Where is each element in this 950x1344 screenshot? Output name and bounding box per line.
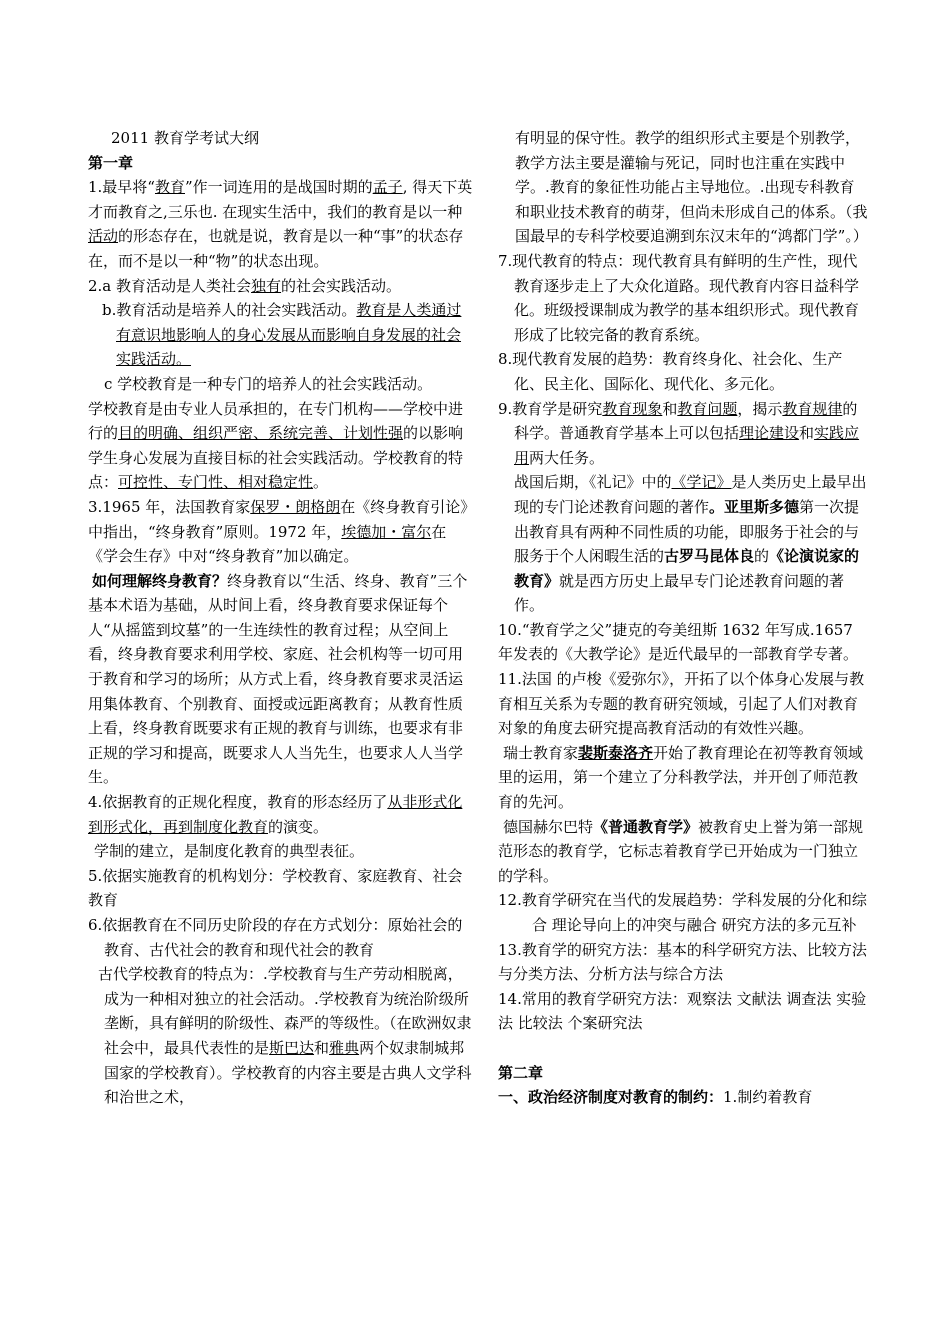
chapter-2-heading: 第二章	[498, 1063, 544, 1082]
paragraph-8: 8.现代教育发展的趋势：教育终身化、社会化、生产化、民主化、国际化、现代化、多元化。	[498, 350, 843, 393]
left-column	[88, 0, 473, 1110]
chapter-1-heading: 第一章	[88, 153, 134, 172]
paragraph-2a: 2.a 教育活动是人类社会独有的社会实践活动。	[88, 276, 402, 295]
paragraph-10: 10.“教育学之父”捷克的夸美纽斯 1632 年写成.1657 年发表的《大教学论》是近代最早的一部教育学专著。	[498, 620, 859, 664]
paragraph-12: 12.教育学研究在当代的发展趋势：学科发展的分化和综合 理论导向上的冲突与融合 研究方法的多元互补	[498, 891, 867, 934]
paragraph-4b: 学制的建立，是制度化教育的典型表征。	[94, 842, 365, 861]
paragraph-1: 1.最早将“教育”作一词连用的是战国时期的孟子, 得天下英才而教育之,三乐也. 在现实生活中，我们的教育是以一种活动的形态存在，也就是说，教育是以一种“事”的状态存在，而不是以一种“物”的状态出现。	[88, 178, 473, 270]
paragraph-11: 11.法国 的卢梭《爱弥尔》，开拓了以个体身心发展与教育相互关系为专题的教育研究领域，引起了人们对教育对象的角度去研究提高教育活动的有效性兴趣。	[498, 670, 865, 738]
paragraph-14: 14.常用的教育学研究方法：观察法 文献法 调查法 实验法 比较法 个案研究法	[498, 989, 867, 1033]
right-column	[498, 0, 868, 1110]
paragraph-11c: 德国赫尔巴特《普通教育学》被教育史上誉为第一部规范形态的教育学，它标志着教育学已开始成为一门独立的学科。	[498, 817, 864, 885]
paragraph-9: 9.教育学是研究教育现象和教育问题，揭示教育规律的科学。普通教育学基本上可以包括理论建设和实践应用两大任务。	[498, 399, 860, 467]
paragraph-9b: 战国后期，《礼记》中的《学记》是人类历史上最早出现的专门论述教育问题的著作。亚里斯多德第一次提出教育具有两种不同性质的功能，即服务于社会的与服务于个人闲暇生活的古罗马昆体良的《论演说家的教育》就是西方历史上最早专门论述教育问题的著作。	[514, 473, 867, 615]
paragraph-2d: 学校教育是由专业人员承担的，在专门机构——学校中进行的目的明确、组织严密、系统完善、计划性强的以影响学生身心发展为直接目标的社会实践活动。学校教育的特点：可控性、专门性、相对稳定性。	[88, 399, 464, 492]
paragraph-15: 一、政治经济制度对教育的制约：1.制约着教育	[498, 1088, 813, 1107]
paragraph-11b: 瑞士教育家裴斯泰洛齐开始了教育理论在初等教育领域里的运用，第一个建立了分科教学法，并开创了师范教育的先河。	[498, 743, 864, 812]
paragraph-4: 4.依据教育的正规化程度，教育的形态经历了从非形式化到形式化，再到制度化教育的演变。	[88, 793, 463, 836]
paragraph-3: 3.1965 年，法国教育家保罗・朗格朗在《终身教育引论》中指出，“终身教育”原则。1972 年，埃德加・富尔在《学会生存》中对“终身教育”加以确定。	[88, 497, 468, 566]
paragraph-7: 7.现代教育的特点：现代教育具有鲜明的生产性，现代教育逐步走上了大众化道路。现代教育内容日益科学化。班级授课制成为教学的基本组织形式。现代教育形成了比较完备的教育系统。	[498, 251, 860, 344]
paragraph-6: 6.依据教育在不同历史阶段的存在方式划分：原始社会的教育、古代社会的教育和现代社会的教育	[88, 916, 463, 959]
document-title: 2011 教育学考试大纲	[111, 129, 259, 147]
paragraph-6c: 有明显的保守性。教学的组织形式主要是个别教学，教学方法主要是灌输与死记，同时也注重在实践中学。.教育的象征性功能占主导地位。.出现专科教育和职业技术教育的萌芽，但尚未形成自己的体系。（我国最早的专科学校要追溯到东汉末年的“鸿都门学”。）	[515, 129, 868, 246]
blank-line	[498, 1036, 868, 1061]
paragraph-13: 13.教育学的研究方法：基本的科学研究方法、比较方法与分类方法、分析方法与综合方法	[498, 940, 867, 984]
paragraph-6b: 古代学校教育的特点为：.学校教育与生产劳动相脱离，成为一种相对独立的社会活动。.学校教育为统治阶级所垄断，具有鲜明的阶级性、森严的等级性。（在欧洲奴隶社会中，最具代表性的是斯巴达和雅典两个奴隶制城邦国家的学校教育）。学校教育的内容主要是古典人文学科和治世之术，	[98, 965, 472, 1107]
paragraph-5: 5.依据实施教育的机构划分：学校教育、家庭教育、社会教育	[88, 866, 463, 910]
paragraph-2b: b.教育活动是培养人的社会实践活动。教育是人类通过有意识地影响人的身心发展从而影响自身发展的社会实践活动。	[102, 301, 462, 369]
paragraph-2c: c 学校教育是一种专门的培养人的社会实践活动。	[104, 374, 433, 393]
lifelong-education-question: 如何理解终身教育？终身教育以“生活、终身、教育”三个基本术语为基础，从时间上看，终身教育要求保证每个人“从摇篮到坟墓”的一生连续性的教育过程；从空间上看，终身教育要求利用学校、家庭、社会机构等一切可用于教育和学习的场所；从方式上看，终身教育要求灵活运用集体教育、个别教育、面授或远距离教育；从教育性质上看，终身教育既要求有正规的教育与训练，也要求有非正规的学习和提高，既要求人人当先生，也要求人人当学生。	[88, 571, 468, 787]
